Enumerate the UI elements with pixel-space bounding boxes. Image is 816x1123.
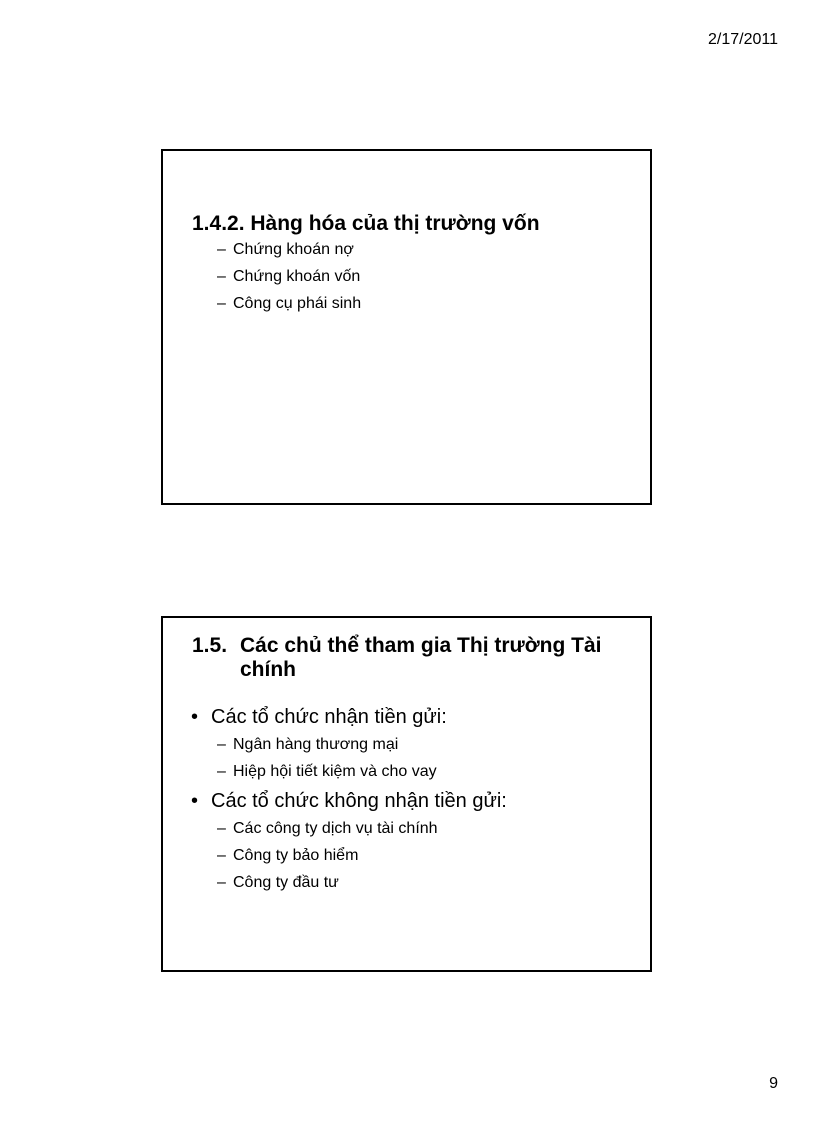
slide-2-content	[163, 705, 650, 900]
list-item-text: Hiệp hội tiết kiệm và cho vay	[233, 763, 437, 780]
bullet-item	[163, 789, 650, 813]
list-item	[163, 762, 650, 781]
dash-marker: –	[217, 268, 226, 285]
slide-1-content	[163, 240, 650, 321]
list-item-text: Ngân hàng thương mại	[233, 736, 399, 753]
bullet-item-text: Các tổ chức nhận tiền gửi:	[211, 706, 447, 728]
dash-marker: –	[217, 241, 226, 258]
list-item	[163, 267, 650, 286]
slide-2	[161, 616, 652, 972]
bullet-item	[163, 705, 650, 729]
list-item-text: Công ty đầu tư	[233, 874, 339, 891]
bullet-marker: •	[191, 706, 199, 728]
list-item	[163, 240, 650, 259]
list-item-text: Công ty bảo hiểm	[233, 847, 359, 864]
dash-marker: –	[217, 295, 226, 312]
slide-2-title-text: Các chủ thể tham gia Thị trường Tài chính	[240, 634, 602, 681]
list-item	[163, 294, 650, 313]
list-item	[163, 873, 650, 892]
bullet-group	[163, 789, 650, 892]
list-item-text: Chứng khoán nợ	[233, 241, 354, 258]
dash-marker: –	[217, 763, 226, 780]
slide-1	[161, 149, 652, 505]
bullet-group	[163, 705, 650, 781]
bullet-item-text: Các tổ chức không nhận tiền gửi:	[211, 790, 507, 812]
dash-marker: –	[217, 820, 226, 837]
list-item-text: Chứng khoán vốn	[233, 268, 361, 285]
dash-marker: –	[217, 874, 226, 891]
dash-marker: –	[217, 736, 226, 753]
list-item-text: Công cụ phái sinh	[233, 295, 362, 312]
page-date: 2/17/2011	[708, 31, 778, 48]
list-item	[163, 735, 650, 754]
dash-marker: –	[217, 847, 226, 864]
bullet-marker: •	[191, 790, 199, 812]
page-number: 9	[769, 1075, 778, 1092]
list-item	[163, 819, 650, 838]
list-item	[163, 846, 650, 865]
slide-2-title	[192, 634, 636, 682]
slide-1-title: 1.4.2. Hàng hóa của thị trường vốn	[192, 212, 540, 235]
list-item-text: Các công ty dịch vụ tài chính	[233, 820, 438, 837]
slide-2-title-number: 1.5.	[192, 634, 228, 657]
